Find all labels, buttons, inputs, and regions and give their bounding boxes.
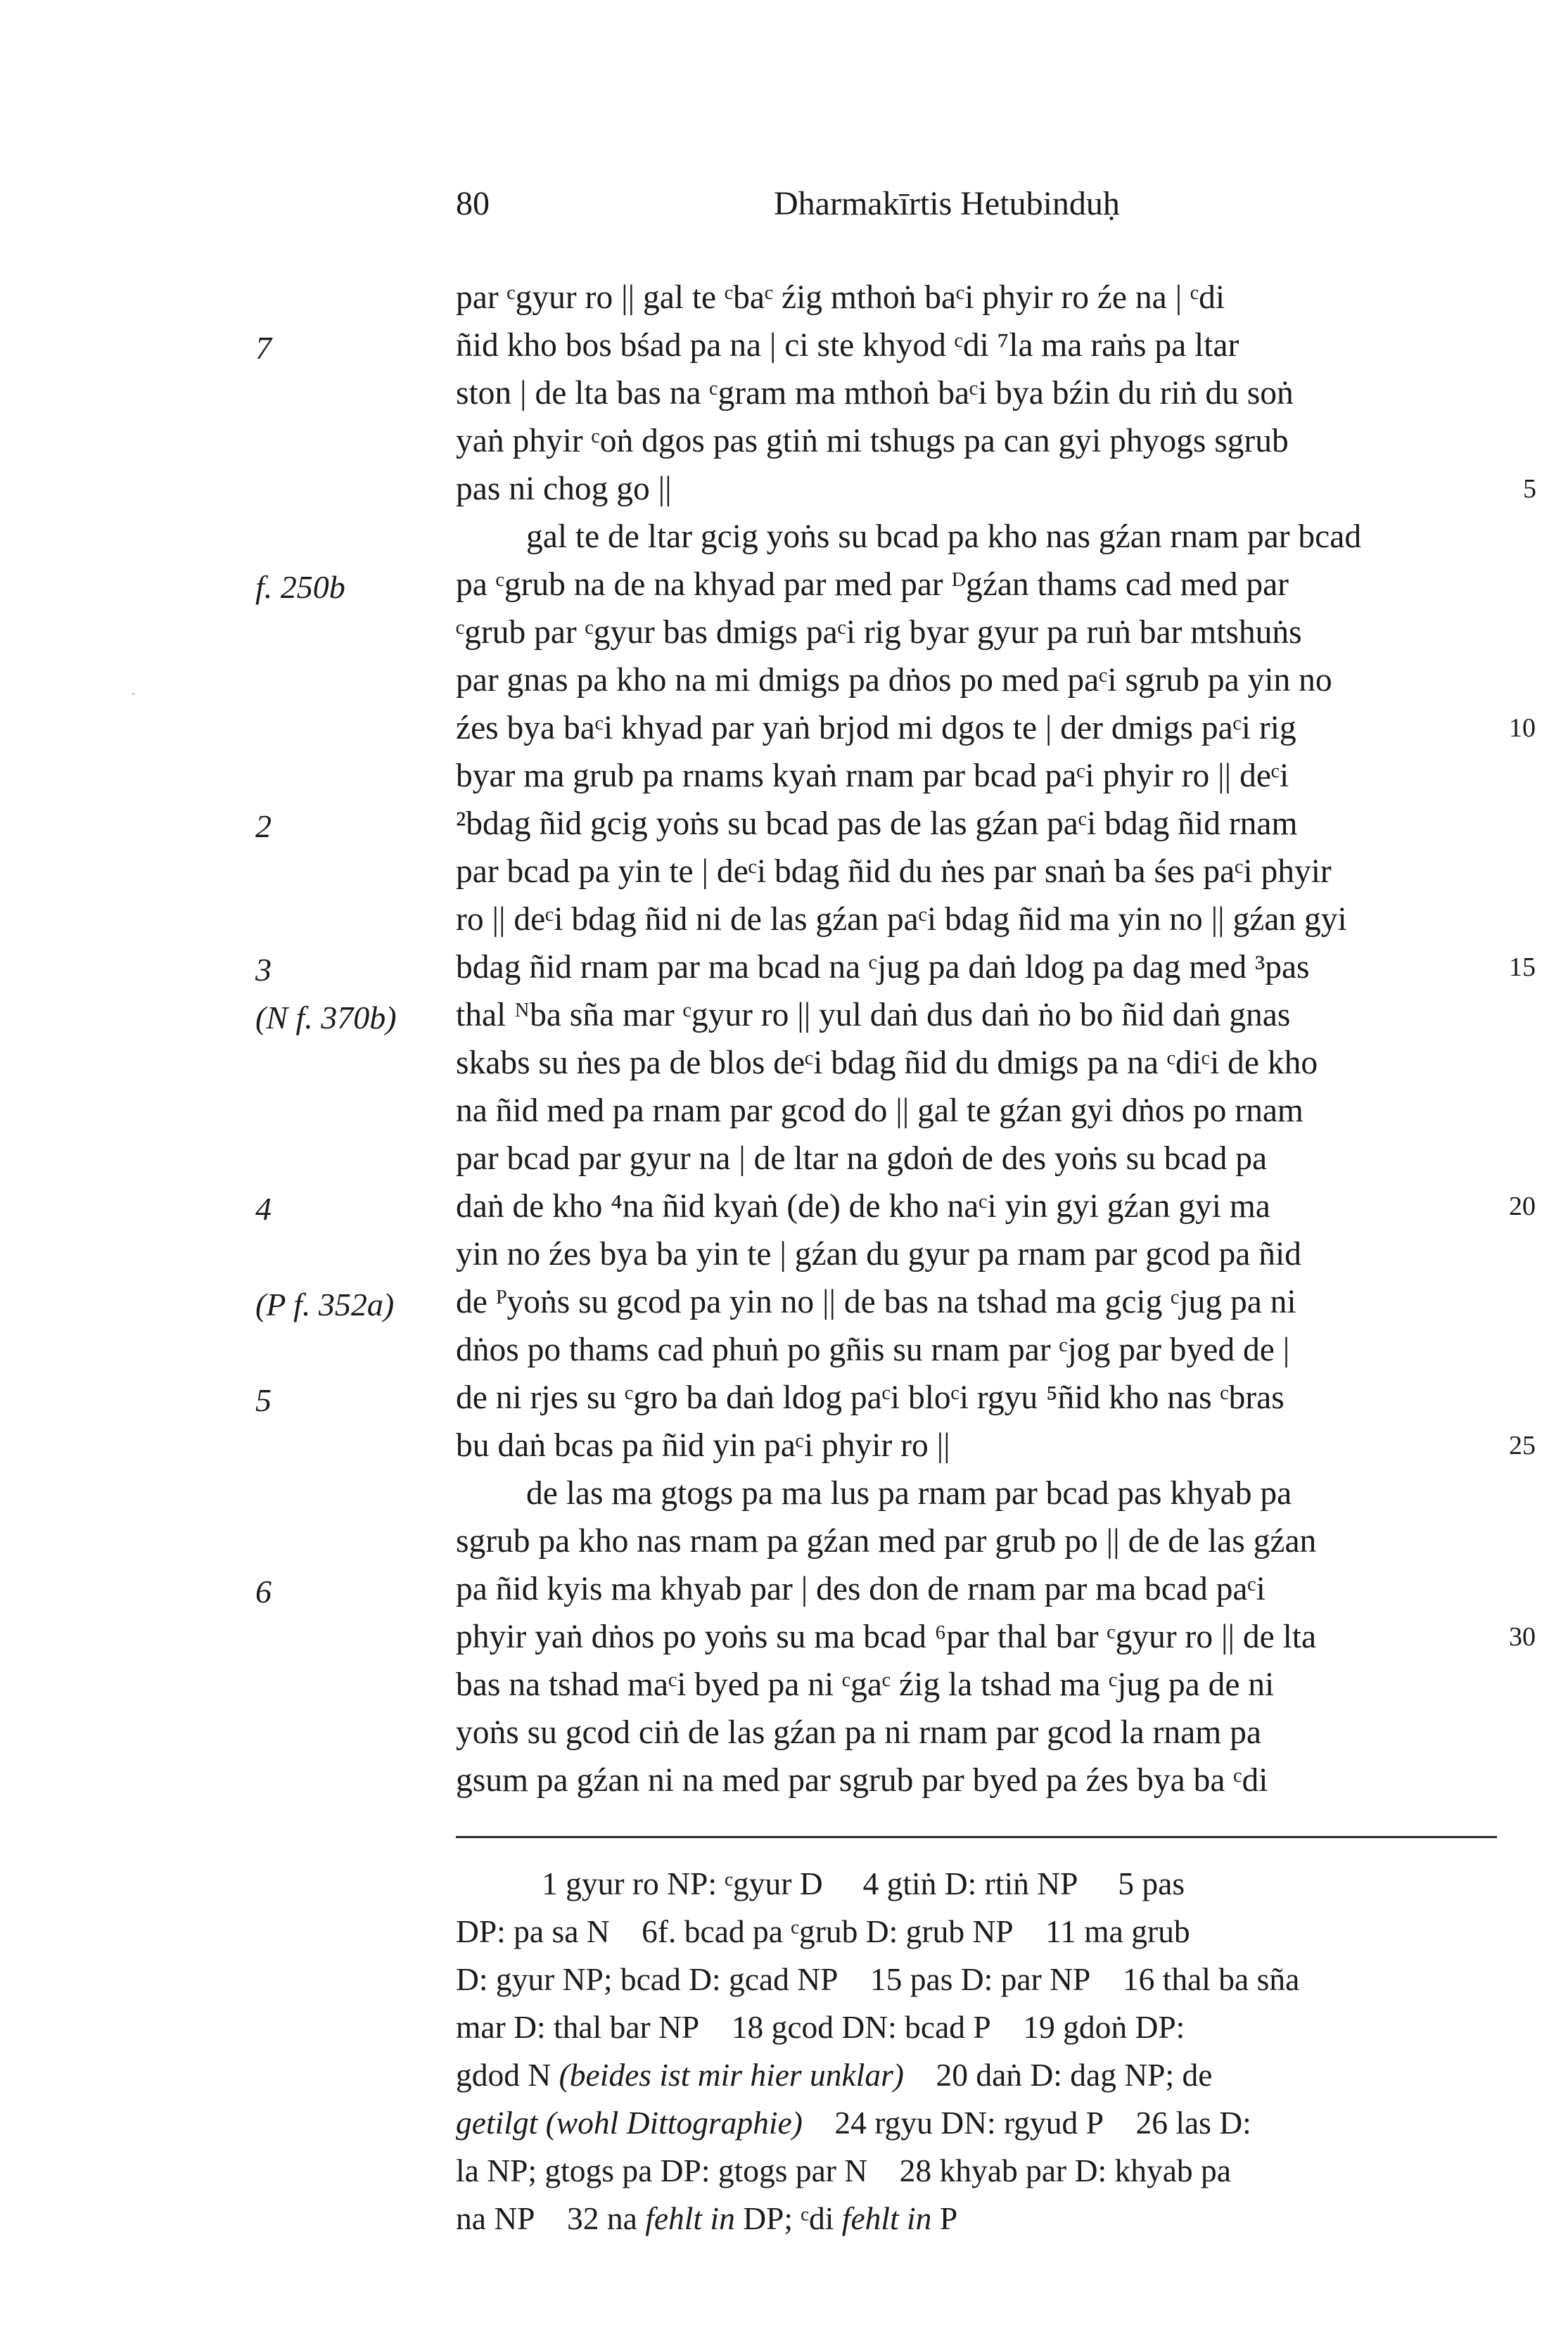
footnote-line: la NP; gtogs pa DP: gtogs par N 28 khyab par D: khyab pa xyxy=(456,2153,1231,2188)
text-line: de ni rjes su ᶜgro ba daṅ ldog paᶜi bloᶜi rgyu ⁵ñid kho nas ᶜbras xyxy=(456,1379,1285,1416)
footnote-line: gdod N (beides ist mir hier unklar) 20 daṅ D: dag NP; de xyxy=(456,2057,1213,2093)
text-line: bu daṅ bcas pa ñid yin paᶜi phyir ro || xyxy=(456,1427,950,1464)
text-line: de ᴾyoṅs su gcod pa yin no || de bas na tshad ma gcig ᶜjug pa ni xyxy=(456,1284,1296,1320)
text-line: pa ñid kyis ma khyab par | des don de rnam par ma bcad paᶜi xyxy=(456,1571,1266,1607)
text-line: pa ᶜgrub na de na khyad par med par ᴰgźan thams cad med par xyxy=(456,566,1289,603)
text-line: na ñid med pa rnam par gcod do || gal te gźan gyi dṅos po rnam xyxy=(456,1092,1304,1129)
margin-folio-note: f. 250b xyxy=(255,569,345,605)
footnote-divider xyxy=(456,1836,1497,1838)
text-line: ²bdag ñid gcig yoṅs su bcad pas de las gźan paᶜi bdag ñid rnam xyxy=(456,805,1298,842)
line-number: 15 xyxy=(1509,952,1536,982)
footnote-line: na NP 32 na fehlt in DP; ᶜdi fehlt in P xyxy=(456,2200,958,2236)
margin-folio-note: 7 xyxy=(255,330,272,366)
line-number: 20 xyxy=(1509,1192,1536,1221)
text-line: thal ᴺba sña mar ᶜgyur ro || yul daṅ dus daṅ ṅo bo ñid daṅ gnas xyxy=(456,997,1291,1033)
footnote-line: D: gyur NP; bcad D: gcad NP 15 pas D: par NP 16 thal ba sña xyxy=(456,1961,1300,1997)
text-line: dṅos po thams cad phuṅ po gñis su rnam par ᶜjog par byed de | xyxy=(456,1332,1290,1368)
margin-folio-note: 5 xyxy=(255,1382,272,1418)
margin-folio-note: 3 xyxy=(255,952,272,988)
text-line: ᶜgrub par ᶜgyur bas dmigs paᶜi rig byar gyur pa ruṅ bar mtshuṅs xyxy=(456,614,1302,651)
text-line: ston | de lta bas na ᶜgram ma mthoṅ baᶜi bya bźin du riṅ du soṅ xyxy=(456,375,1294,412)
page-number: 80 xyxy=(456,185,490,222)
text-line: bas na tshad maᶜi byed pa ni ᶜgaᶜ źig la tshad ma ᶜjug pa de ni xyxy=(456,1666,1275,1703)
text-line: gsum pa gźan ni na med par sgrub par byed pa źes bya ba ᶜdi xyxy=(456,1762,1268,1799)
speck xyxy=(132,693,134,695)
margin-folio-note: (N f. 370b) xyxy=(255,1000,397,1035)
text-line: par bcad pa yin te | deᶜi bdag ñid du ṅes par snaṅ ba śes paᶜi phyir xyxy=(456,853,1332,890)
footnote-line: mar D: thal bar NP 18 gcod DN: bcad P 19 gdoṅ DP: xyxy=(456,2009,1185,2045)
line-number: 25 xyxy=(1509,1431,1536,1460)
footnote-line: DP: pa sa N 6f. bcad pa ᶜgrub D: grub NP 11 ma grub xyxy=(456,1913,1190,1949)
running-title: Dharmakīrtis Hetubinduḥ xyxy=(774,185,1120,222)
margin-folio-note: (P f. 352a) xyxy=(255,1287,395,1322)
text-line: yin no źes bya ba yin te | gźan du gyur pa rnam par gcod pa ñid xyxy=(456,1236,1301,1273)
text-line: pas ni chog go || xyxy=(456,471,672,507)
margin-folio-note: 4 xyxy=(255,1191,272,1227)
text-line: phyir yaṅ dṅos po yoṅs su ma bcad ⁶par thal bar ᶜgyur ro || de lta xyxy=(456,1619,1317,1655)
footnote-line: getilgt (wohl Dittographie) 24 rgyu DN: rgyud P 26 las D: xyxy=(456,2105,1251,2141)
text-line: bdag ñid rnam par ma bcad na ᶜjug pa daṅ ldog pa dag med ³pas xyxy=(456,949,1310,986)
line-number: 30 xyxy=(1509,1622,1536,1652)
margin-folio-note: 2 xyxy=(255,808,272,844)
text-line: ñid kho bos bśad pa na | ci ste khyod ᶜdi ⁷la ma raṅs pa ltar xyxy=(456,327,1239,364)
text-line: par gnas pa kho na mi dmigs pa dṅos po med paᶜi sgrub pa yin no xyxy=(456,662,1332,699)
text-line: par bcad par gyur na | de ltar na gdoṅ de des yoṅs su bcad pa xyxy=(456,1140,1268,1177)
text-line: źes bya baᶜi khyad par yaṅ brjod mi dgos te | der dmigs paᶜi rig xyxy=(456,710,1296,746)
text-line: de las ma gtogs pa ma lus pa rnam par bcad pas khyab pa xyxy=(526,1475,1292,1512)
text-line: ro || deᶜi bdag ñid ni de las gźan paᶜi bdag ñid ma yin no || gźan gyi xyxy=(456,901,1347,938)
text-line: skabs su ṅes pa de blos deᶜi bdag ñid du dmigs pa na ᶜdiᶜi de kho xyxy=(456,1045,1318,1081)
margin-folio-note: 6 xyxy=(255,1574,272,1609)
text-line: yoṅs su gcod ciṅ de las gźan pa ni rnam par gcod la rnam pa xyxy=(456,1714,1261,1751)
text-line: sgrub pa kho nas rnam pa gźan med par grub po || de de las gźan xyxy=(456,1523,1317,1560)
text-line: yaṅ phyir ᶜoṅ dgos pas gtiṅ mi tshugs pa can gyi phyogs sgrub xyxy=(456,423,1289,459)
text-line: par ᶜgyur ro || gal te ᶜbaᶜ źig mthoṅ baᶜi phyir ro źe na | ᶜdi xyxy=(456,279,1225,316)
line-number: 10 xyxy=(1509,713,1536,743)
text-line: daṅ de kho ⁴na ñid kyaṅ (de) de kho naᶜi yin gyi gźan gyi ma xyxy=(456,1188,1270,1225)
line-number: 5 xyxy=(1523,474,1536,504)
text-line: byar ma grub pa rnams kyaṅ rnam par bcad paᶜi phyir ro || deᶜi xyxy=(456,758,1289,794)
footnote-line: 1 gyur ro NP: ᶜgyur D 4 gtiṅ D: rtiṅ NP 5 pas xyxy=(542,1866,1185,1901)
text-line: gal te de ltar gcig yoṅs su bcad pa kho nas gźan rnam par bcad xyxy=(526,518,1362,555)
